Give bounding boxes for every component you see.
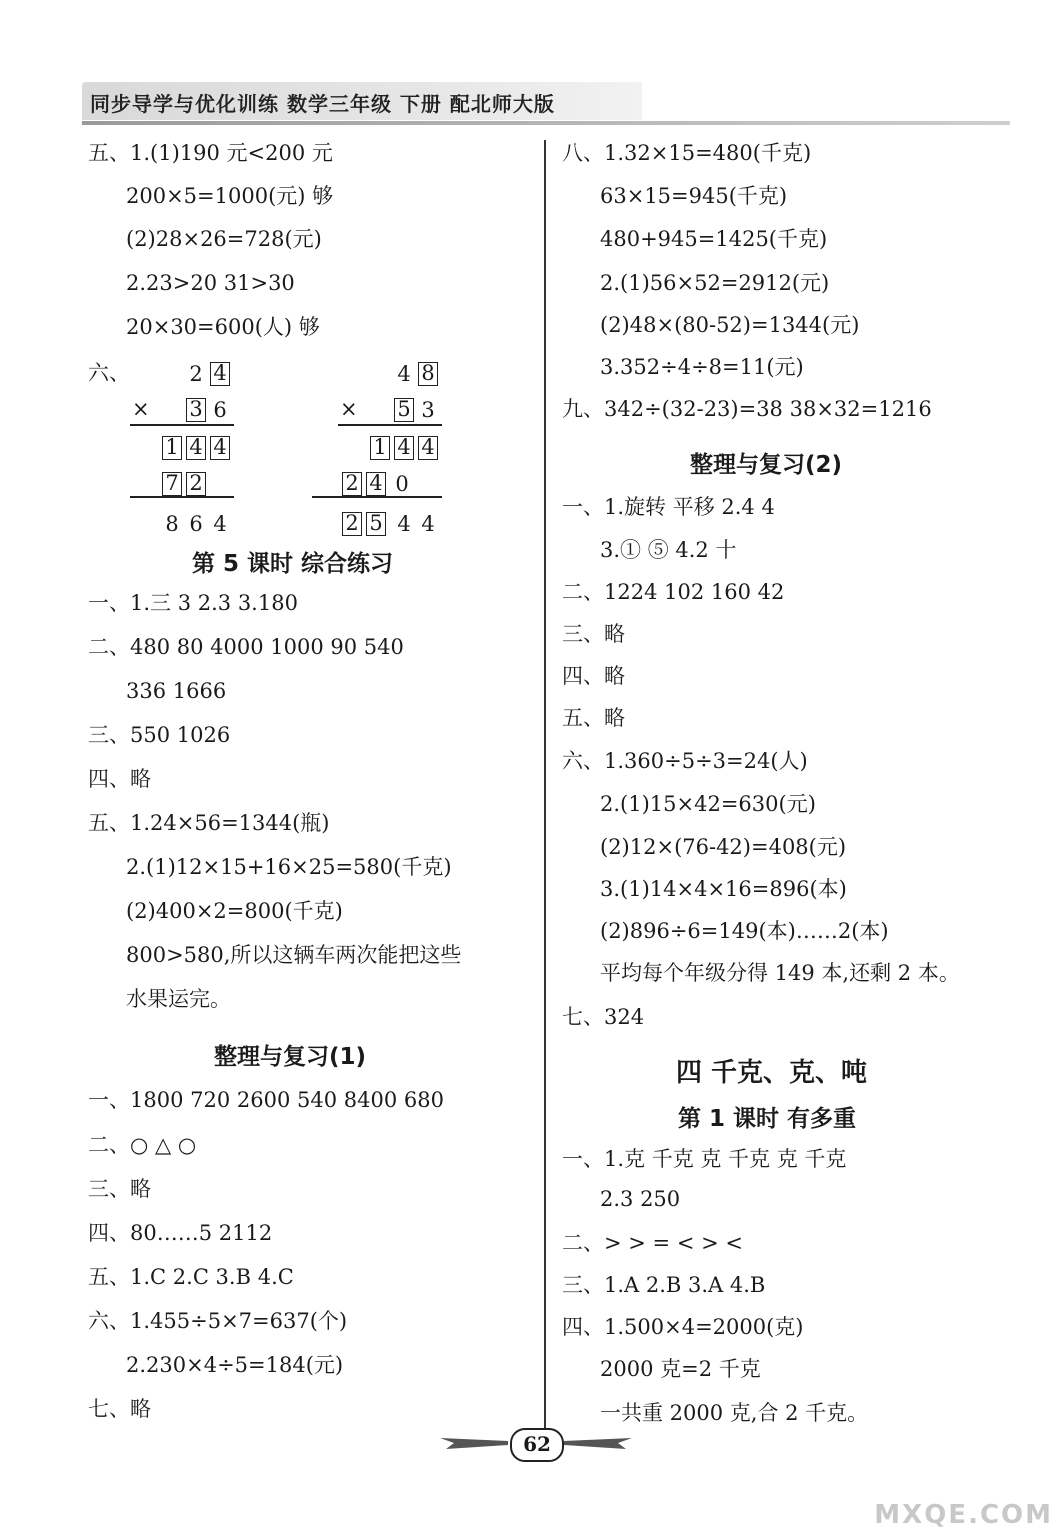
watermark: MXQE.COM — [874, 1500, 1053, 1530]
section-heading: 第 5 课时 综合练习 — [192, 551, 394, 577]
digit-box: 5 — [366, 512, 386, 536]
digit-box: 8 — [418, 362, 438, 386]
answer-line: 七、324 — [562, 1005, 645, 1029]
answer-line: 三、略 — [88, 1177, 151, 1201]
digit: 4 — [213, 512, 227, 536]
answer-line: 四、略 — [88, 767, 151, 791]
column-divider — [544, 140, 546, 1440]
answer-line: 3.352÷4÷8=11(元) — [600, 355, 804, 379]
digit-box: 7 — [162, 472, 182, 496]
digit: 2 — [189, 362, 203, 386]
answer-line: 2000 克=2 千克 — [600, 1357, 761, 1381]
answer-line: 2.(1)12×15+16×25=580(千克) — [126, 855, 452, 879]
answer-line: 2.3 250 — [600, 1187, 681, 1211]
answer-line: 20×30=600(人) 够 — [126, 315, 320, 339]
digit-box: 5 — [394, 398, 414, 422]
answer-line: 2.(1)56×52=2912(元) — [600, 271, 830, 295]
answer-line: 平均每个年级分得 149 本,还剩 2 本。 — [600, 961, 960, 985]
answer-line: 336 1666 — [126, 679, 227, 703]
digit-box: 4 — [210, 436, 230, 460]
answer-line: 三、略 — [562, 622, 625, 646]
answer-line: 3.(1)14×4×16=896(本) — [600, 877, 847, 901]
digit: 3 — [421, 398, 435, 422]
digit: 4 — [421, 512, 435, 536]
answer-line: 四、略 — [562, 664, 625, 688]
digit-box: 4 — [210, 362, 230, 386]
digit-box: 4 — [186, 436, 206, 460]
digit-box: 2 — [342, 512, 362, 536]
unit-heading: 四 千克、克、吨 — [676, 1058, 868, 1088]
answer-line: 200×5=1000(元) 够 — [126, 184, 334, 208]
footer-ornament-left — [440, 1436, 508, 1450]
answer-line: 2.23>20 31>30 — [126, 271, 295, 295]
answer-line: 三、1.A 2.B 3.A 4.B — [562, 1273, 766, 1297]
answer-line: 六、1.360÷5÷3=24(人) — [562, 749, 808, 773]
digit: 6 — [213, 398, 227, 422]
answer-line: (2)400×2=800(千克) — [126, 899, 343, 923]
digit: 6 — [189, 512, 203, 536]
answer-line: 2.230×4÷5=184(元) — [126, 1353, 344, 1377]
answer-line: 五、1.(1)190 元<200 元 — [88, 141, 333, 165]
answer-line: (2)896÷6=149(本)……2(本) — [600, 919, 889, 943]
digit-box: 4 — [394, 436, 414, 460]
answer-line: 2.(1)15×42=630(元) — [600, 792, 816, 816]
digit: 0 — [395, 472, 409, 496]
answer-line: 七、略 — [88, 1397, 151, 1421]
answer-line: 六、1.455÷5×7=637(个) — [88, 1309, 348, 1333]
answer-line: 480+945=1425(千克) — [600, 227, 828, 251]
section-heading: 整理与复习(1) — [214, 1044, 367, 1070]
answer-line: 800>580,所以这辆车两次能把这些 — [126, 943, 462, 967]
digit: 8 — [165, 512, 179, 536]
answer-line: 二、○ △ ○ — [88, 1133, 197, 1157]
calc-line — [130, 496, 234, 498]
answer-line: 五、略 — [562, 706, 625, 730]
answer-line: 水果运完。 — [126, 987, 231, 1011]
answer-line: 八、1.32×15=480(千克) — [562, 141, 812, 165]
answer-line: (2)28×26=728(元) — [126, 227, 322, 251]
answer-line: 二、480 80 4000 1000 90 540 — [88, 635, 404, 659]
answer-line: 四、1.500×4=2000(克) — [562, 1315, 804, 1339]
digit-box: 2 — [342, 472, 362, 496]
page-number: 62 — [510, 1428, 564, 1462]
times-sign: × — [132, 397, 150, 421]
digit-box: 1 — [370, 436, 390, 460]
digit-box: 3 — [186, 398, 206, 422]
answer-line: 一、1.克 千克 克 千克 克 千克 — [562, 1147, 847, 1171]
answer-line: (2)48×(80-52)=1344(元) — [600, 313, 860, 337]
calc-line — [312, 496, 442, 498]
digit: 4 — [397, 512, 411, 536]
digit: 4 — [397, 362, 411, 386]
answer-line: 二、1224 102 160 42 — [562, 580, 785, 604]
calc-line — [130, 424, 234, 426]
section-label: 六、 — [88, 361, 130, 385]
answer-line: 三、550 1026 — [88, 723, 231, 747]
answer-line: 一、1.旋转 平移 2.4 4 — [562, 495, 775, 519]
section-heading: 整理与复习(2) — [690, 452, 843, 478]
answer-line: 3.① ⑤ 4.2 十 — [600, 538, 737, 562]
digit-box: 4 — [366, 472, 386, 496]
answer-line: 五、1.24×56=1344(瓶) — [88, 811, 330, 835]
answer-line: 四、80……5 2112 — [88, 1221, 273, 1245]
header-rule — [82, 121, 1010, 125]
answer-line: (2)12×(76-42)=408(元) — [600, 835, 847, 859]
answer-line: 五、1.C 2.C 3.B 4.C — [88, 1265, 294, 1289]
answer-line: 一、1.三 3 2.3 3.180 — [88, 591, 298, 615]
section-heading: 第 1 课时 有多重 — [678, 1106, 857, 1132]
digit-box: 1 — [162, 436, 182, 460]
digit-box: 2 — [186, 472, 206, 496]
answer-line: 一共重 2000 克,合 2 千克。 — [600, 1401, 869, 1425]
answer-line: 二、> > = < > < — [562, 1231, 743, 1255]
calc-line — [338, 424, 442, 426]
page-header-title: 同步导学与优化训练 数学三年级 下册 配北师大版 — [90, 92, 555, 116]
answer-line: 一、1800 720 2600 540 8400 680 — [88, 1088, 444, 1112]
answer-line: 九、342÷(32-23)=38 38×32=1216 — [562, 397, 932, 421]
times-sign: × — [340, 397, 358, 421]
answer-line: 63×15=945(千克) — [600, 184, 788, 208]
digit-box: 4 — [418, 436, 438, 460]
footer-ornament-right — [564, 1436, 632, 1450]
